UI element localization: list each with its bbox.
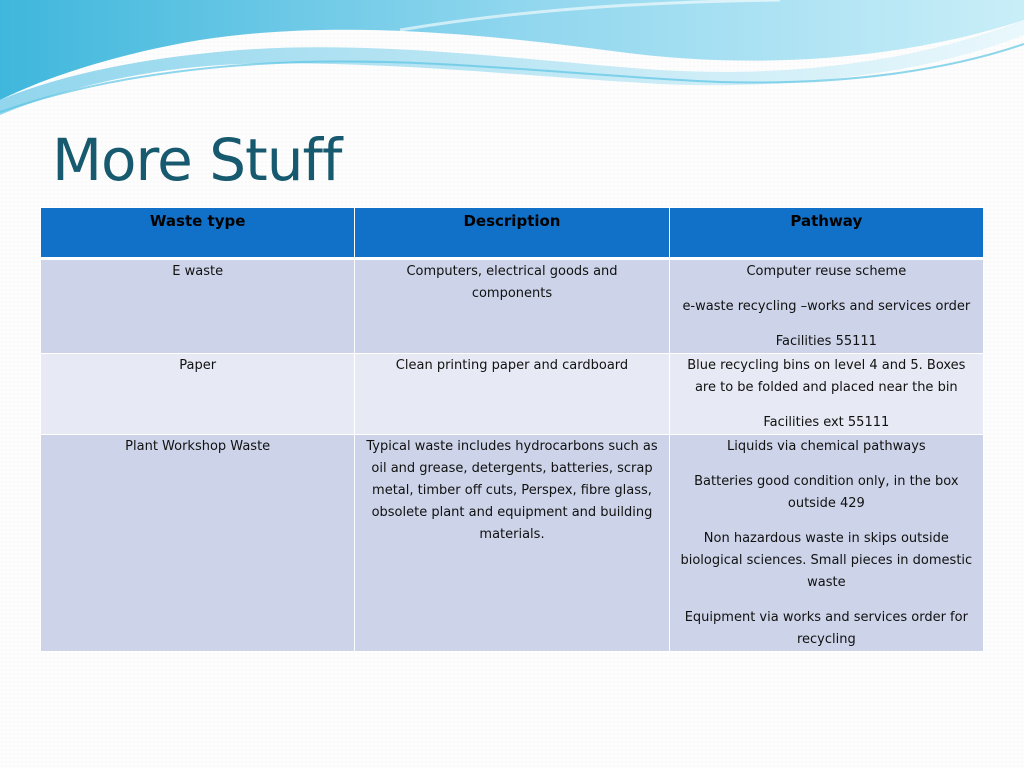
pathway-item: Blue recycling bins on level 4 and 5. Boxes are to be folded and placed near the bin <box>687 358 966 395</box>
cell-waste-type: Plant Workshop Waste <box>41 435 355 652</box>
cell-waste-type: E waste <box>41 259 355 354</box>
pathway-item: Facilities 55111 <box>775 334 877 349</box>
cell-description: Computers, electrical goods and components <box>355 259 669 354</box>
table-header-row <box>41 208 984 259</box>
decorative-wave-banner <box>0 0 1024 130</box>
cell-description: Typical waste includes hydrocarbons such as oil and grease, detergents, batteries, scrap metal, timber off cuts, Perspex, fibre glass, obsolete plant and equipment and building materials. <box>355 435 669 652</box>
pathway-item: e-waste recycling –works and services order <box>682 299 971 314</box>
cell-pathway <box>669 354 983 435</box>
header-pathway: Pathway <box>669 208 983 259</box>
pathway-item: Facilities ext 55111 <box>763 415 890 430</box>
cell-pathway <box>669 259 983 354</box>
cell-description: Clean printing paper and cardboard <box>355 354 669 435</box>
header-description: Description <box>355 208 669 259</box>
waste-table <box>40 207 984 652</box>
cell-pathway <box>669 435 983 652</box>
pathway-item: Batteries good condition only, in the box outside 429 <box>694 474 959 511</box>
pathway-item: Liquids via chemical pathways <box>727 439 926 454</box>
pathway-item: Computer reuse scheme <box>746 264 907 279</box>
cell-waste-type: Paper <box>41 354 355 435</box>
table-row <box>41 259 984 354</box>
header-waste-type: Waste type <box>41 208 355 259</box>
slide-title: More Stuff <box>52 126 342 194</box>
pathway-item: Equipment via works and services order for recycling <box>684 610 968 647</box>
pathway-item: Non hazardous waste in skips outside biological sciences. Small pieces in domestic waste <box>680 531 973 590</box>
table-row <box>41 435 984 652</box>
table-row <box>41 354 984 435</box>
